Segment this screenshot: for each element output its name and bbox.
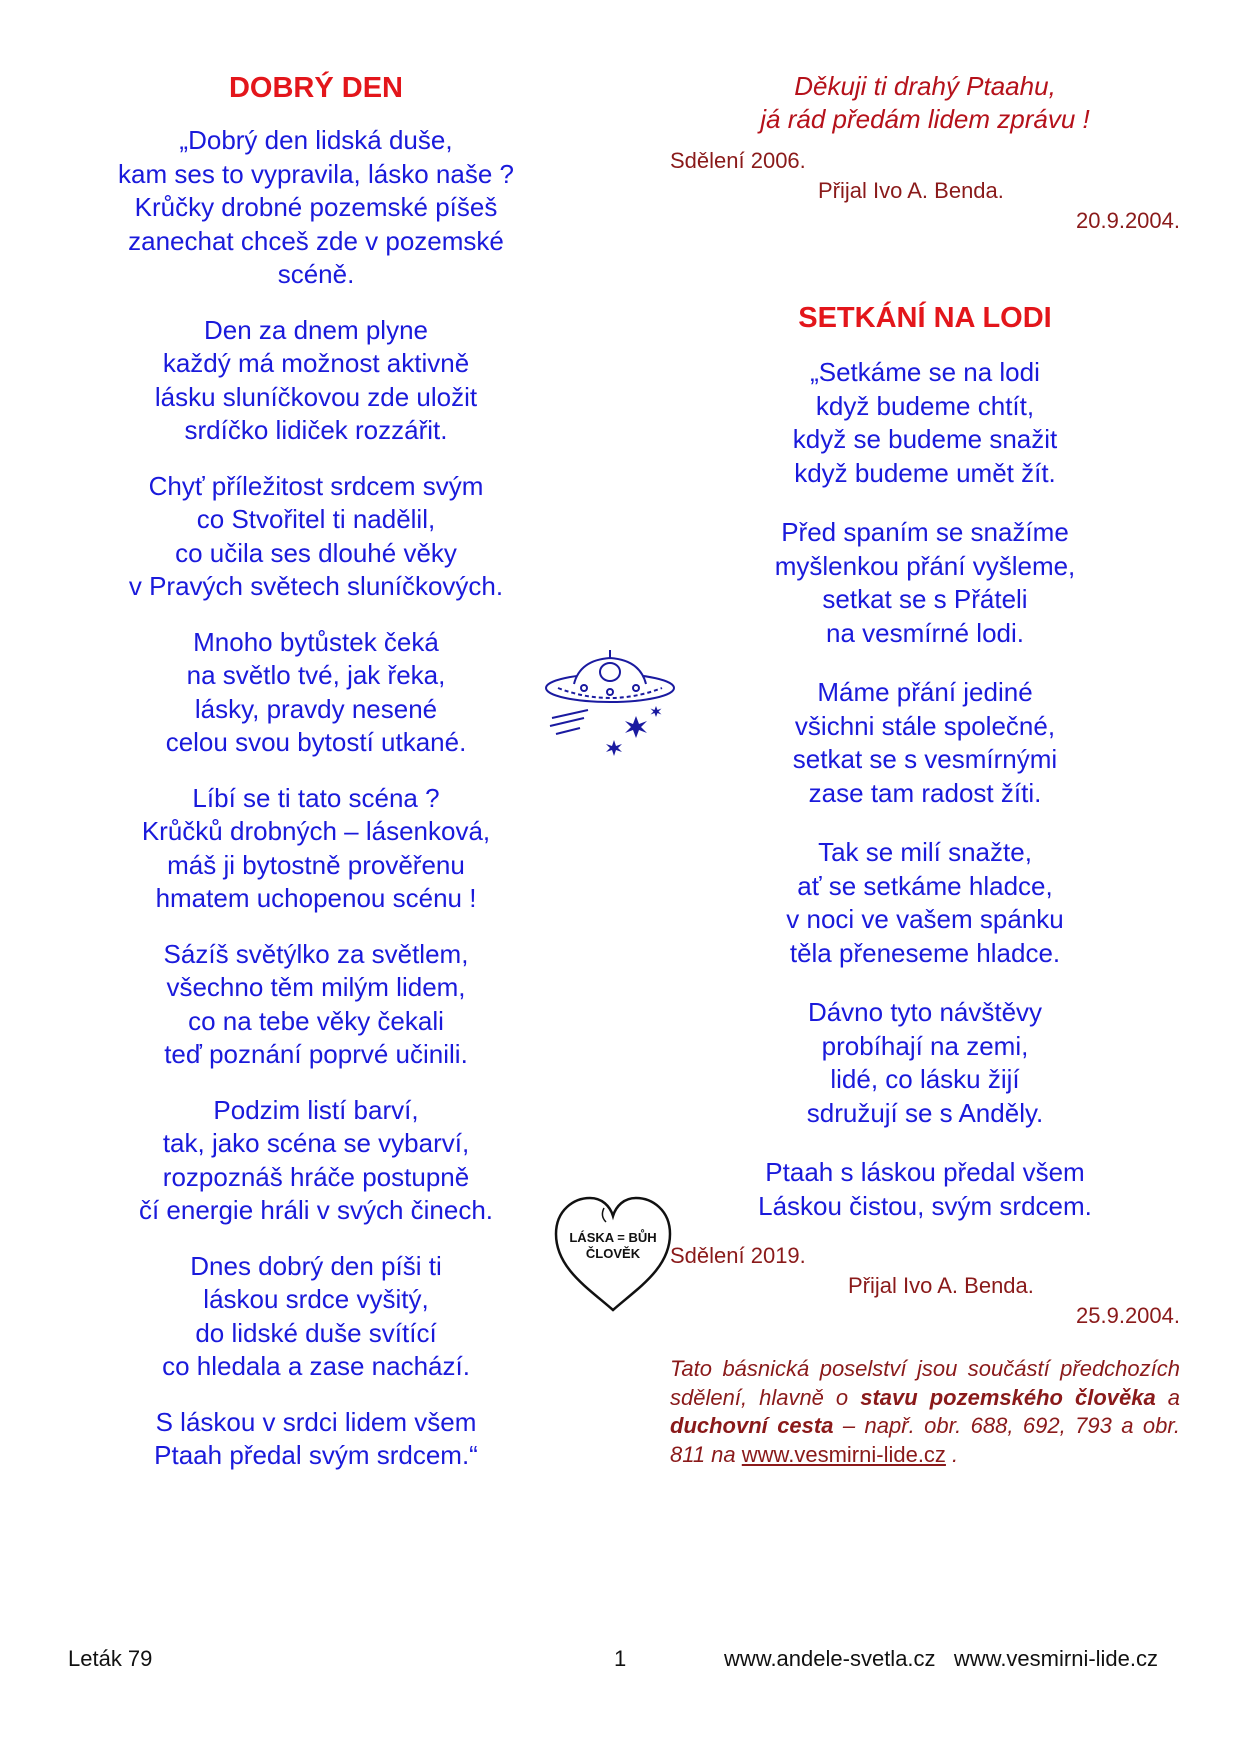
poem-line: v noci ve vašem spánku [786,904,1064,934]
note-emphasis: duchovní cesta [670,1413,834,1438]
poem-line: láskou srdce vyšitý, [203,1284,429,1314]
ufo-spaceship-icon [540,648,680,763]
stanza [86,938,546,1072]
poem-line: Tak se milí snažte, [818,837,1032,867]
signature-block-2 [670,1241,1180,1331]
poem-line: Sázíš světýlko za světlem, [163,938,469,969]
date: 25.9.2004. [1076,1303,1180,1328]
date: 20.9.2004. [1076,208,1180,233]
footer-leaflet-number: Leták 79 [68,1646,153,1671]
poem-line: rozpoznáš hráče postupně [162,1161,470,1192]
thanks-text [670,70,1180,136]
poem-line: probíhají na zemi, [821,1030,1029,1061]
poem-line: setkat se s vesmírnými [792,744,1058,774]
note-paragraph [670,1355,1180,1469]
poem-line: „Setkáme se na lodi [810,357,1040,387]
thanks-line: já rád předám lidem zprávu ! [760,104,1090,134]
stanza [670,1156,1180,1223]
poem-line: čí energie hráli v svých činech. [138,1195,494,1225]
heart-emblem [548,1192,678,1317]
poem-line: sdružují se s Anděly. [806,1097,1044,1128]
poem-line: srdíčko lidiček rozzářit. [184,415,448,445]
poem-body-setkani [670,356,1180,1223]
received-by: Přijal Ivo A. Benda. [818,178,1004,203]
stanza [86,470,546,604]
stanza [670,836,1180,970]
stanza [86,314,546,448]
stanza [670,356,1180,490]
poem-line: Láskou čistou, svým srdcem. [758,1190,1092,1221]
poem-line: když budeme umět žít. [794,457,1056,488]
note-text: a [1155,1384,1180,1410]
poem-line: Podzim listí barví, [213,1094,419,1125]
poem-title-setkani: SETKÁNÍ NA LODI [798,302,1052,334]
stanza [86,1406,546,1473]
stanza [86,1094,546,1228]
stanza [670,996,1180,1130]
poem-line: tak, jako scéna se vybarví, [162,1128,470,1158]
thanks-line: Děkuji ti drahý Ptaahu, [794,71,1056,101]
poem-line: lásku sluníčkovou zde uložit [154,381,478,412]
left-column [86,70,546,1473]
footer-page-number: 1 [614,1646,627,1671]
poem-line: Krůčků drobných – lásenková, [141,816,491,846]
poem-line: máš ji bytostně prověřenu [167,849,465,880]
poem-line: hmatem uchopenou scénu ! [155,883,477,913]
poem-line: Dávno tyto návštěvy [807,997,1043,1027]
stanza [86,626,546,760]
heart-label-bottom: ČLOVĚK [585,1246,641,1261]
poem-line: Mnoho bytůstek čeká [193,626,439,657]
poem-line: když budeme chtít, [815,390,1035,421]
poem-line: Před spaním se snažíme [781,517,1069,547]
poem-line: když se budeme snažit [792,424,1058,454]
poem-line: „Dobrý den lidská duše, [179,125,453,155]
stanza [670,676,1180,810]
poem-line: všechno těm milým lidem, [166,972,466,1002]
stanza [670,516,1180,650]
message-number: Sdělení 2006. [670,148,806,173]
poem-line: S láskou v srdci lidem všem [155,1406,477,1437]
poem-line: lásky, pravdy nesené [194,693,438,724]
website-link[interactable]: www.vesmirni-lide.cz [741,1441,946,1467]
poem-line: Krůčky drobné pozemské píšeš [134,192,498,222]
poem-line: scéně. [277,259,355,289]
note-text: . [945,1441,959,1467]
footer-websites[interactable]: www.andele-svetla.cz www.vesmirni-lide.cz [724,1646,1159,1671]
poem-line: Dnes dobrý den píši ti [190,1250,442,1281]
poem-line: na světlo tvé, jak řeka, [186,660,446,690]
poem-line: každý má možnost aktivně [162,348,470,378]
stanza [86,1250,546,1384]
signature-block-1 [670,146,1180,236]
message-number: Sdělení 2019. [670,1243,806,1268]
poem-line: do lidské duše svítící [195,1317,437,1348]
poem-line: zase tam radost žíti. [808,777,1042,808]
stanza [86,782,546,916]
poem-line: těla přeneseme hladce. [789,937,1061,968]
note-text: Tato básnická poselství jsou součástí předchozích sdělení, hlavně o [670,1356,1180,1410]
stanza [86,124,546,292]
poem-line: v Pravých světech sluníčkových. [128,571,504,601]
poem-line: Ptaah předal svým srdcem.“ [154,1440,478,1470]
poem-line: co na tebe věky čekali [188,1005,444,1036]
poem-line: co učila ses dlouhé věky [175,537,457,568]
poem-line: ať se setkáme hladce, [797,870,1053,901]
right-column [670,70,1180,1491]
poem-line: na vesmírné lodi. [826,617,1024,648]
note-emphasis: stavu pozemského člověka [860,1384,1156,1410]
poem-line: Den za dnem plyne [203,314,429,345]
poem-line: kam ses to vypravila, lásko naše ? [118,158,514,189]
poem-line: Líbí se ti tato scéna ? [192,782,440,813]
poem-line: všichni stále společné, [794,710,1056,741]
poem-line: co hledala a zase nachází. [162,1351,470,1381]
poem-line: setkat se s Přáteli [822,584,1028,614]
poem-line: myšlenkou přání vyšleme, [774,550,1076,581]
poem-title-dobry-den: DOBRÝ DEN [228,72,403,104]
poem-line: co Stvořitel ti nadělil, [196,504,436,534]
poem-line: Máme přání jediné [817,677,1033,707]
poem-line: zanechat chceš zde v pozemské [128,225,504,256]
note-text: – např. obr. 688, 692, 793 a obr. 811 na [670,1413,1180,1467]
poem-line: Ptaah s láskou předal všem [765,1157,1085,1187]
poem-line: lidé, co lásku žijí [830,1064,1020,1094]
poem-line: celou svou bytostí utkané. [165,727,467,757]
received-by: Přijal Ivo A. Benda. [848,1273,1034,1298]
poem-line: teď poznání poprvé učinili. [164,1039,468,1069]
poem-body-dobry-den [86,124,546,1473]
poem-line: Chyť příležitost srdcem svým [148,470,484,501]
heart-label-top: LÁSKA = BŮH [569,1230,657,1245]
